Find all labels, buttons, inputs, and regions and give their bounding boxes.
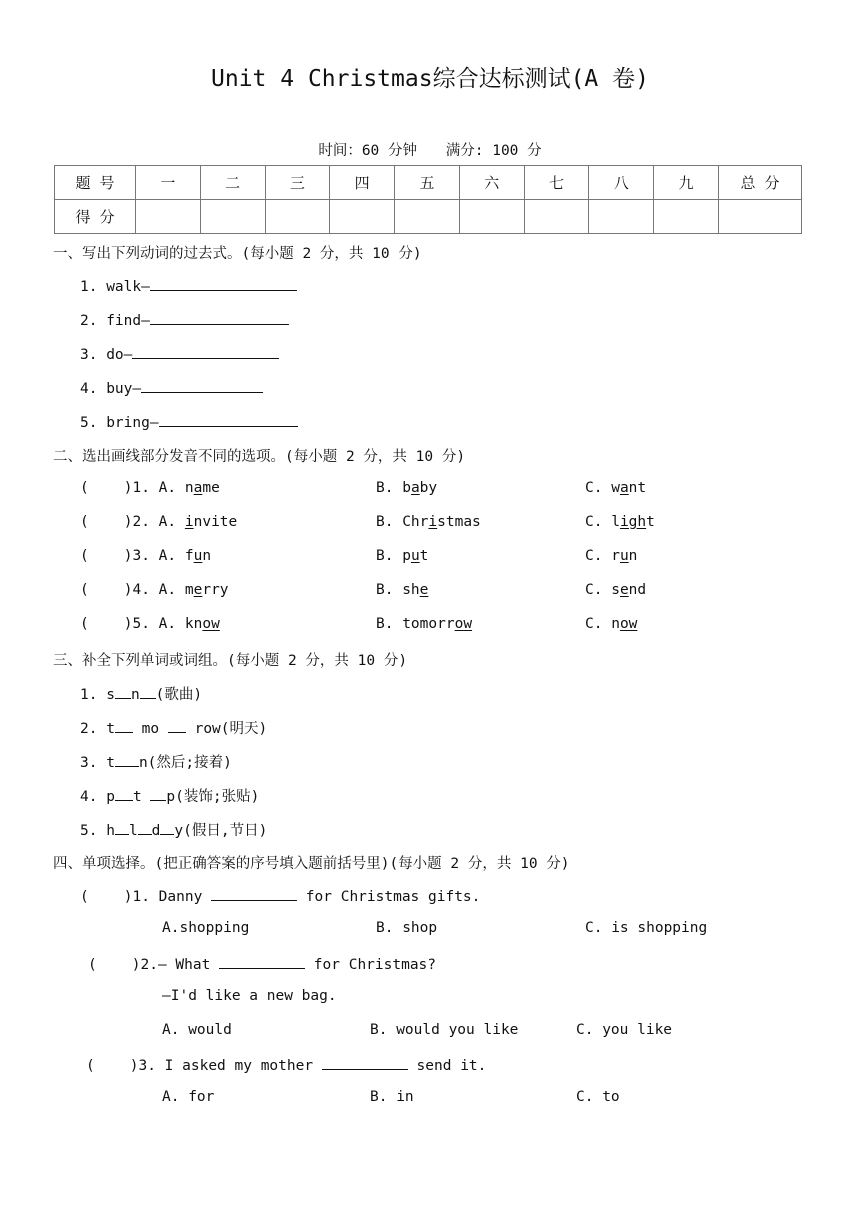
score-cell[interactable] [654,200,719,234]
s2-question: ( )2. A. invite [80,514,238,530]
score-cell[interactable] [395,200,460,234]
letter-blank[interactable] [160,820,174,835]
s3-item: 4. p t p(装饰;张贴) [80,785,259,806]
s2-question: ( )1. A. name [80,480,220,496]
s1-item: 2. find— [80,310,289,329]
s2-question: ( )5. A. know [80,616,220,632]
s2-option-b: B. put [376,548,429,564]
score-table [54,165,802,234]
s2-option-c: C. run [585,548,638,564]
answer-blank[interactable] [211,886,297,901]
score-cell[interactable] [589,200,654,234]
s3-item: 5. h l d y(假日,节日) [80,819,267,840]
s4-question: ( )2.— What for Christmas? [88,954,436,973]
s2-option-c: C. send [585,582,647,598]
s1-item: 1. walk— [80,276,297,295]
exam-info [0,139,860,160]
score-cell[interactable] [330,200,395,234]
s4-option-c: C. is shopping [585,920,708,936]
answer-blank[interactable] [150,310,289,325]
s2-option-c: C. light [585,514,655,530]
page-title: Unit 4 Christmas综合达标测试(A 卷) [211,66,649,92]
header-cell: 二 [200,166,265,200]
section4-heading: 四、单项选择。(把正确答案的序号填入题前括号里)(每小题 2 分，共 10 分) [53,856,570,872]
section3-heading: 三、补全下列单词或词组。(每小题 2 分，共 10 分) [53,653,408,669]
s4-option-b: B. shop [376,920,438,936]
header-cell: 六 [459,166,524,200]
score-cell[interactable] [459,200,524,234]
answer-blank[interactable] [141,378,263,393]
s2-option-c: C. now [585,616,638,632]
score-label: 满分: 100 分 [445,143,542,159]
row-label: 得 分 [55,200,136,234]
s4-option-a: A. for [162,1089,215,1105]
score-cell[interactable] [200,200,265,234]
answer-blank[interactable] [132,344,279,359]
header-cell: 题 号 [55,166,136,200]
s1-item: 5. bring— [80,412,298,431]
s3-item: 3. t n(然后;接着) [80,751,232,772]
s4-option-c: C. to [576,1089,620,1105]
section1-heading: 一、写出下列动词的过去式。(每小题 2 分，共 10 分) [53,246,422,262]
section2-heading: 二、选出画线部分发音不同的选项。(每小题 2 分，共 10 分) [53,449,466,465]
answer-blank[interactable] [159,412,298,427]
s3-item: 1. s n (歌曲) [80,683,202,704]
answer-blank[interactable] [322,1055,408,1070]
score-table-score-row [55,200,802,234]
letter-blank[interactable] [115,718,133,733]
s2-option-b: B. tomorrow [376,616,473,632]
header-cell: 九 [654,166,719,200]
header-cell: 七 [524,166,589,200]
s4-reply: —I'd like a new bag. [162,988,337,1004]
score-cell[interactable] [265,200,330,234]
header-cell: 八 [589,166,654,200]
s4-option-a: A.shopping [162,920,250,936]
s4-option-b: B. would you like [370,1022,519,1038]
score-table-header-row [55,166,802,200]
score-cell[interactable] [719,200,802,234]
time-label: 时间：60 分钟 [318,143,418,159]
letter-blank[interactable] [150,786,166,801]
header-cell: 五 [395,166,460,200]
score-cell[interactable] [524,200,589,234]
s2-option-b: B. she [376,582,429,598]
header-cell: 三 [265,166,330,200]
letter-blank[interactable] [140,684,156,699]
header-cell: 四 [330,166,395,200]
letter-blank[interactable] [168,718,186,733]
letter-blank[interactable] [115,820,129,835]
s4-option-b: B. in [370,1089,414,1105]
answer-blank[interactable] [219,954,305,969]
s1-item: 3. do— [80,344,279,363]
letter-blank[interactable] [115,752,139,767]
header-cell: 总 分 [719,166,802,200]
letter-blank[interactable] [138,820,152,835]
score-cell[interactable] [136,200,201,234]
s2-question: ( )4. A. merry [80,582,229,598]
s2-option-b: B. Christmas [376,514,481,530]
header-cell: 一 [136,166,201,200]
s4-question: ( )3. I asked my mother send it. [86,1055,486,1074]
s4-option-a: A. would [162,1022,232,1038]
s2-option-b: B. baby [376,480,438,496]
s4-question: ( )1. Danny for Christmas gifts. [80,886,480,905]
s4-option-c: C. you like [576,1022,673,1038]
s3-item: 2. t mo row(明天) [80,717,267,738]
answer-blank[interactable] [150,276,297,291]
s2-option-c: C. want [585,480,647,496]
letter-blank[interactable] [115,786,133,801]
s2-question: ( )3. A. fun [80,548,212,564]
letter-blank[interactable] [115,684,131,699]
s1-item: 4. buy— [80,378,263,397]
